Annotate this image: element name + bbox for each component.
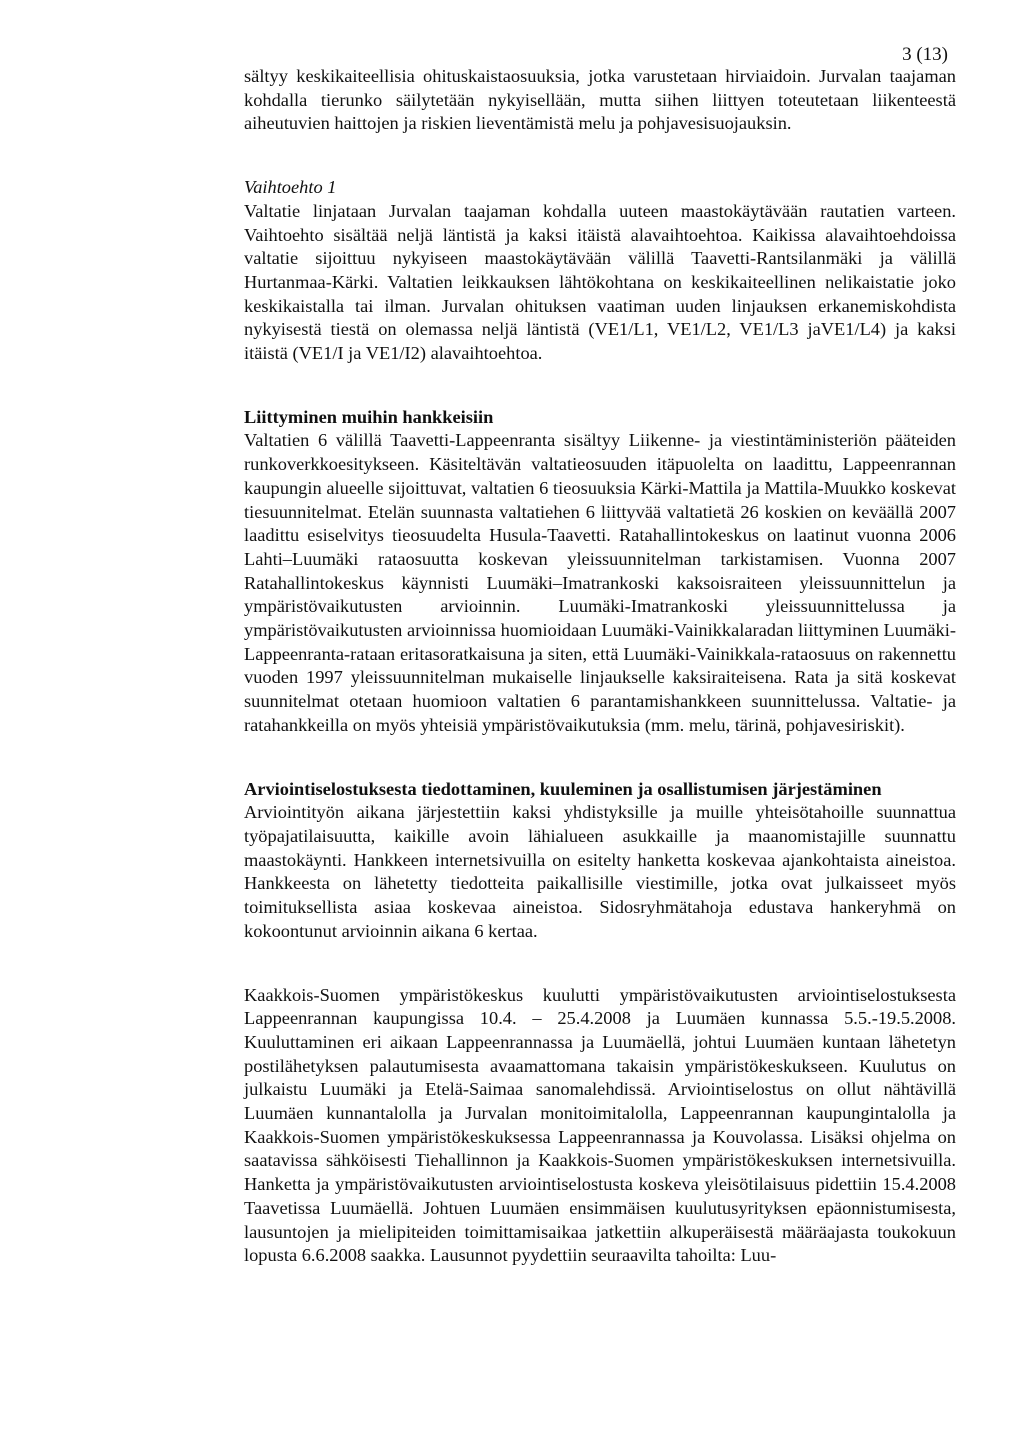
spacer — [244, 738, 956, 778]
arviointi-paragraph: Arviointityön aikana järjestettiin kaksi yhdistyksille ja muille yhteisötahoille suunnattua työpajatilaisuutta, kaikille avoin lähialueen asukkaille ja maanomistajille suunnattu maastokäynti. Hankkeen internetsivuilla on esitelty hanketta koskevaa ajankohtaista aineistoa. Hankkeesta on lähetetty tiedotteita paikallisille viestimille, jotka ovat julkaisseet myös toimituksellista asiaa koskevaa aineistoa. Sidosryhmätahoja edustava hankeryhmä on kokoontunut arvioinnin aikana 6 kertaa. — [244, 802, 956, 941]
vaihtoehto-paragraph: Valtatie linjataan Jurvalan taajaman kohdalla uuteen maastokäytävään rautatien varteen. Vaihtoehto sisältää neljä läntistä ja kaksi itäistä alavaihtoehtoa. Kaikissa alavaihtoehdoissa valtatie sijoittuu nykyiseen maastokäytävään välillä Taavetti-Rantsilanmäki ja välillä Hurtanmaa-Kärki. Valtatien leikkauksen lähtökohtana on keskikaiteellinen nelikaistatie joko keskikaistalla tai ilman. Jurvalan ohituksen vaatiman uuden linjauksen erkanemiskohdista nykyisestä tiestä on olemassa neljä läntistä (VE1/L1, VE1/L2, VE1/L3 jaVE1/L4) ja kaksi itäistä (VE1/I ja VE1/I2) alavaihtoehtoa. — [244, 200, 956, 364]
vaihtoehto-heading: Vaihtoehto 1 — [244, 177, 337, 198]
section-liittyminen — [244, 406, 956, 738]
spacer — [244, 944, 956, 984]
kuulutus-paragraph: Kaakkois-Suomen ympäristökeskus kuulutti ympäristövaikutusten arviointiselostuksesta Lappeenrannan kaupungissa 10.4. – 25.4.2008 ja Luumäen kunnassa 5.5.-19.5.2008. Kuuluttaminen eri aikaan Lappeenrannassa ja Luumäellä, johtui Luumäen kuntaan lähetetyn postilähetyksen palautumisesta avaamattomana takaisin ympäristökeskukseen. Kuulutus on julkaistu Luumäki ja Etelä-Saimaa sanomalehdissä. Arviointiselostus on ollut nähtävillä Luumäen kunnantalolla ja Jurvalan monitoimitalolla, Lappeenrannan kaupungintalolla ja Kaakkois-Suomen ympäristökeskuksessa Lappeenrannassa ja Kouvolassa. Lisäksi ohjelma on saatavissa sähköisesti Tiehallinnon ja Kaakkois-Suomen ympäristökeskuksen internetsivuilla. Hanketta ja ympäristövaikutusten arviointiselostusta koskeva yleisötilaisuus pidettiin 15.4.2008 Taavetissa Luumäellä. Johtuen Luumäen ensimmäisen kuulutusyrityksen epäonnistumisesta, lausuntojen ja mielipiteiden toimittamisaikaa jatkettiin alkuperäisestä määräajasta toukokuun lopusta 6.6.2008 saakka. Lausunnot pyydettiin seuraavilta tahoilta: Luu- — [244, 984, 956, 1266]
liittyminen-paragraph: Valtatien 6 välillä Taavetti-Lappeenranta sisältyy Liikenne- ja viestintäministeriön pääteiden runkoverkkoesitykseen. Käsiteltävän valtatieosuuden itäpuolelta on laadittu, Lappeenrannan kaupungin alueelle sijoittuvat, valtatien 6 tieosuuksia Kärki-Mattila ja Mattila-Muukko koskevat tiesuunnitelmat. Etelän suunnasta valtatiehen 6 liittyvää valtatietä 26 koskien on keväällä 2007 laadittu esiselvitys tieosuudelta Husula-Taavetti. Ratahallintokeskus on laatinut vuonna 2006 Lahti–Luumäki rataosuutta koskevan yleissuunnitelman tarkistamisen. Vuonna 2007 Ratahallintokeskus käynnisti Luumäki–Imatrankoski kaksoisraiteen yleissuunnittelun ja ympäristövaikutusten arvioinnin. Luumäki-Imatrankoski yleissuunnittelussa ja ympäristövaikutusten arvioinnissa huomioidaan Luumäki-Vainikkalaradan liittyminen Luumäki-Lappeenranta-rataan eritasoratkaisuna ja siten, että Luumäki-Vainikkala-rataosuus on rakennettu vuoden 1997 yleissuunnitelman mukaiselle linjaukselle kaksiraiteisena. Rata ja sitä koskevat suunnitelmat otetaan huomioon valtatien 6 parantamishankkeen suunnittelussa. Valtatie- ja ratahankkeilla on myös yhteisiä ympäristövaikutuksia (mm. melu, tärinä, pohjavesiriskit). — [244, 430, 956, 735]
spacer — [244, 136, 956, 176]
section-arviointi — [244, 778, 956, 944]
intro-paragraph: sältyy keskikaiteellisia ohituskaistaosuuksia, jotka varustetaan hirviaidoin. Jurvalan taajaman kohdalla tierunko säilytetään nykyisellään, mutta siihen liittyen toteutetaan liikenteestä aiheutuvien haittojen ja riskien lieventämistä melu ja pohjavesisuojauksin. — [244, 66, 956, 134]
text-column — [244, 65, 956, 1268]
liittyminen-heading: Liittyminen muihin hankkeisiin — [244, 406, 494, 427]
page-number: 3 (13) — [902, 44, 948, 65]
spacer — [244, 366, 956, 406]
section-vaihtoehto — [244, 176, 956, 366]
arviointi-heading: Arviointiselostuksesta tiedottaminen, kuuleminen ja osallistumisen järjestäminen — [244, 778, 882, 799]
